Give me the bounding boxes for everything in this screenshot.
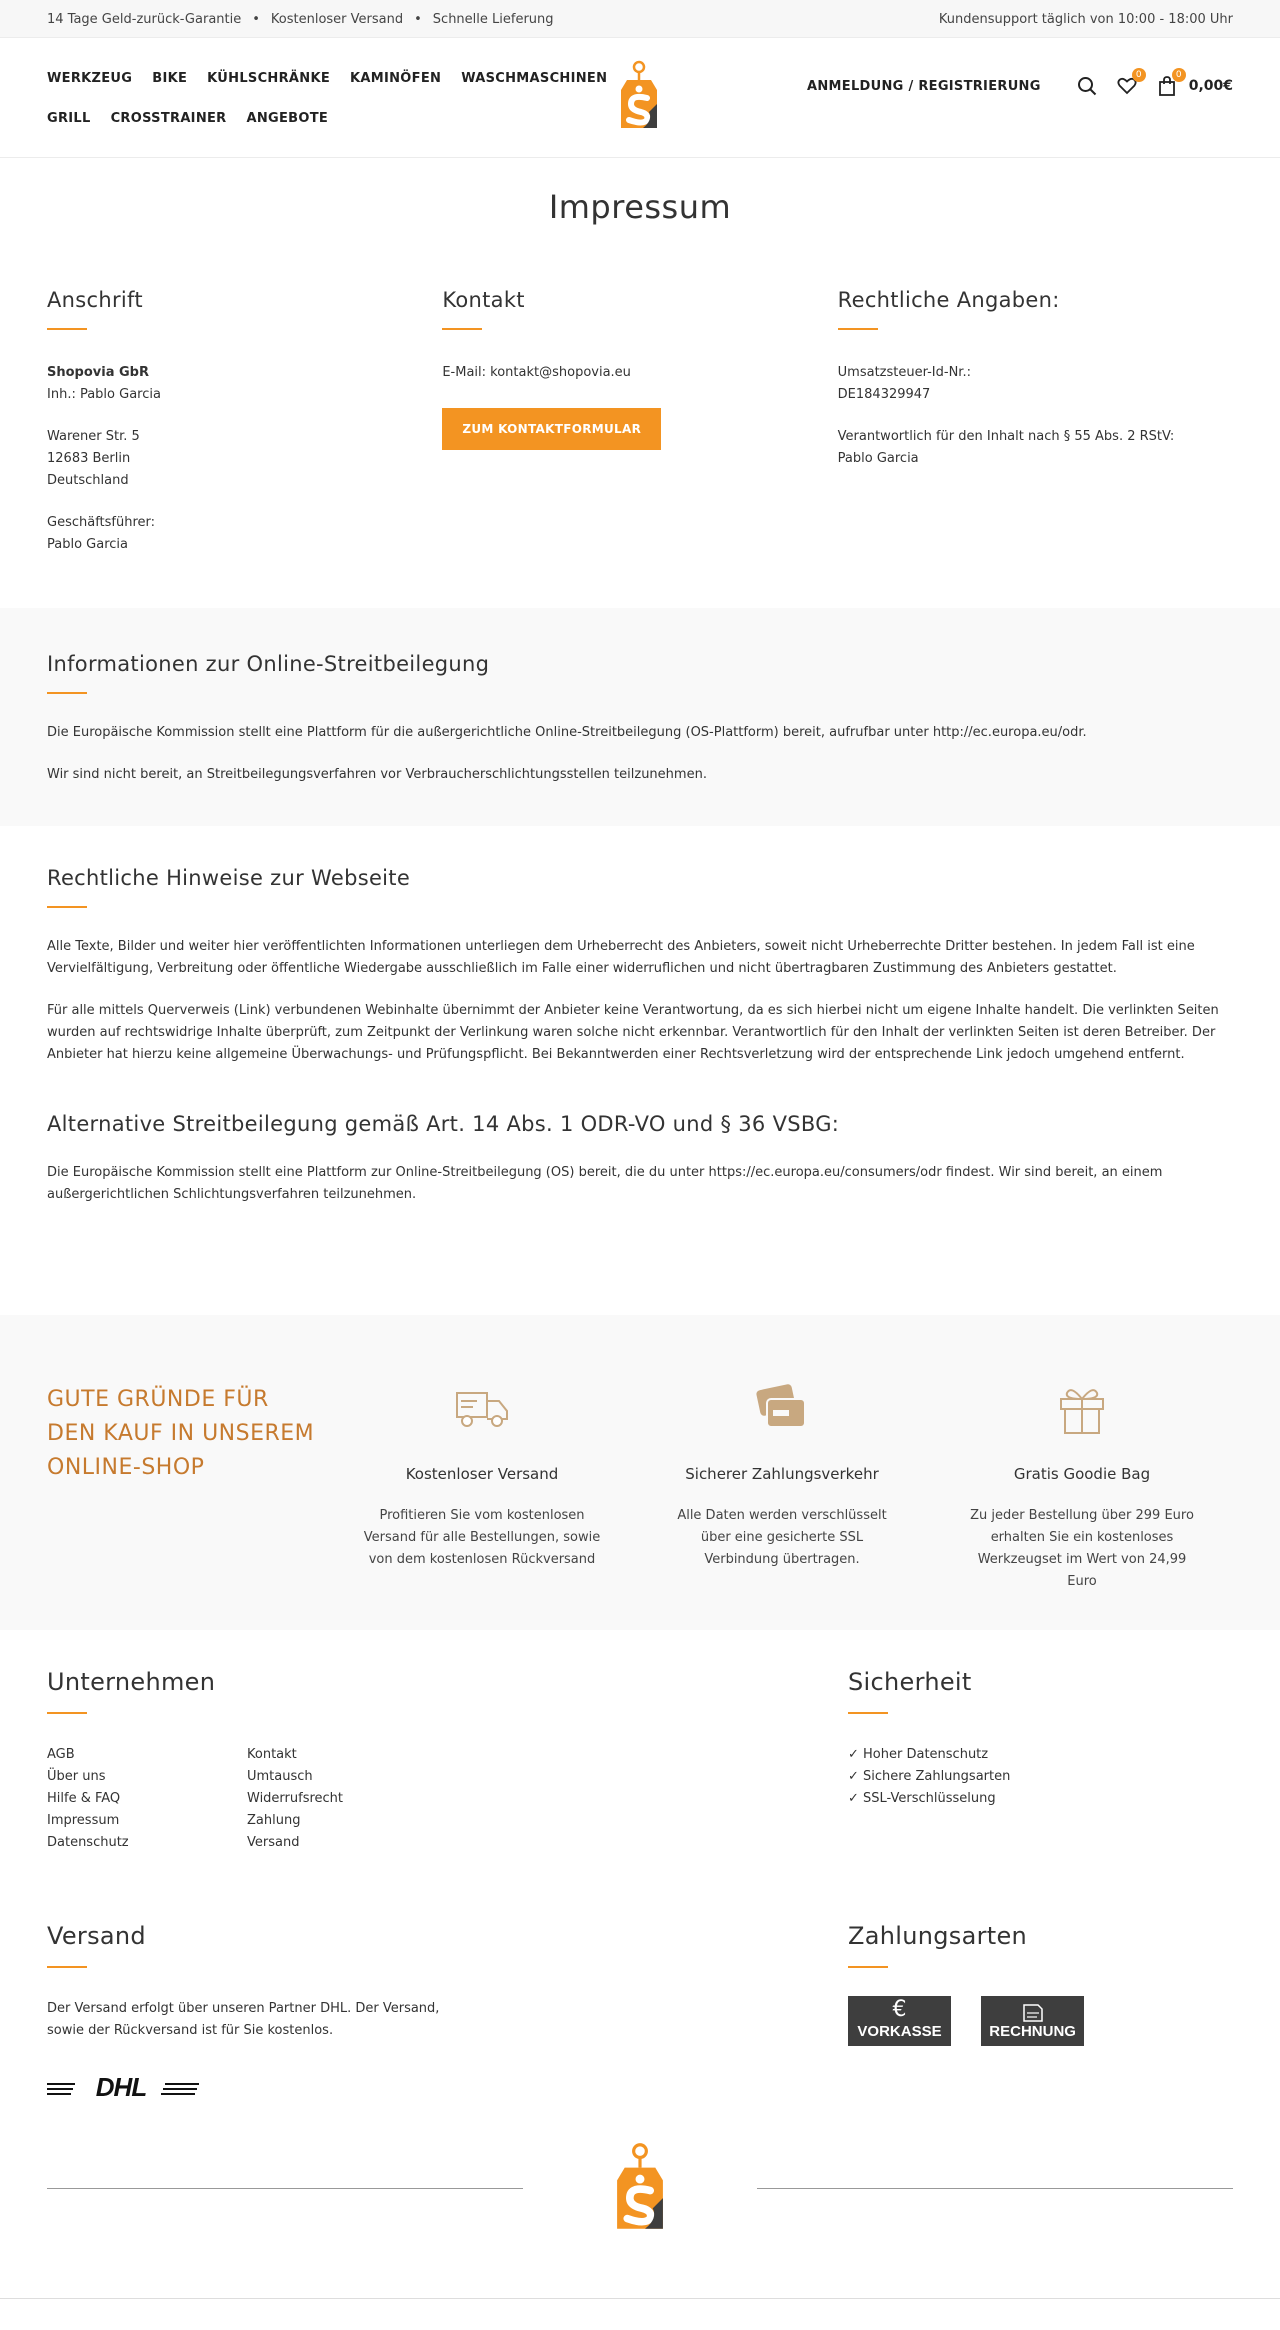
anschrift-heading: Anschrift xyxy=(47,288,143,312)
payment-rechnung: RECHNUNG xyxy=(981,1996,1084,2046)
gf-label: Geschäftsführer: xyxy=(47,515,156,530)
feature-secure-payment xyxy=(662,1379,902,1571)
alternative-heading: Alternative Streitbeilegung gemäß Art. 14 Abs. 1 ODR-VO und § 36 VSBG: xyxy=(47,1112,840,1136)
footer-logo[interactable] xyxy=(612,2138,668,2238)
usp-free-shipping: Kostenloser Versand xyxy=(270,11,404,27)
heading-underline xyxy=(47,328,87,330)
footer-link-versand[interactable]: Versand xyxy=(247,1835,300,1850)
nav-waschmaschinen[interactable]: WASCHMASCHINEN xyxy=(461,70,608,86)
hinweise-paragraph-1: Alle Texte, Bilder und weiter hier veröffentlichten Informationen unterliegen dem Urheberrecht des Anbieters, soweit nicht Urheberrechte Dritter bestehen. In jedem Fall ist eine Vervielfältigung, Verbreitung oder öffentliche Wiedergabe ausschließlich im Falle einer widerruflichen und nicht übertragbaren Zustimmung des Anbieters gestattet. xyxy=(47,939,1195,976)
shop-logo[interactable] xyxy=(617,60,661,132)
footer-link-agb[interactable]: AGB xyxy=(47,1747,75,1762)
hinweise-heading: Rechtliche Hinweise zur Webseite xyxy=(47,866,411,890)
info-paragraph-1: Die Europäische Kommission stellt eine Plattform für die außergerichtliche Online-Streitbeilegung (OS-Plattform) bereit, aufrufbar unter http://ec.europa.eu/odr. xyxy=(47,725,1087,740)
nav-werkzeug[interactable]: WERKZEUG xyxy=(47,70,133,86)
anschrift-column xyxy=(47,288,442,608)
footer-divider-left xyxy=(47,2188,523,2189)
dhl-logo-text: DHL xyxy=(95,2074,147,2100)
usp-fast-delivery: Schnelle Lieferung xyxy=(432,11,554,27)
heading-underline xyxy=(838,328,878,330)
cart-count-badge: 0 xyxy=(1172,68,1186,82)
footer-sicherheit xyxy=(848,1668,1010,1810)
reasons-heading: GUTE GRÜNDE FÜR DEN KAUF IN UNSEREM ONLINE-SHOP xyxy=(47,1387,315,1480)
rechtlich-heading: Rechtliche Angaben: xyxy=(837,288,1060,312)
heading-underline xyxy=(442,328,482,330)
wishlist-count-badge: 0 xyxy=(1132,68,1146,82)
page-bottom-border xyxy=(0,2298,1280,2299)
alternative-paragraph: Die Europäische Kommission stellt eine Plattform zur Online-Streitbeilegung (OS) bereit, die du unter https://ec.europa.eu/consumers/odr findest. Wir sind bereit, an einem außergerichtlichen Schlichtungsverfahren teilzunehmen. xyxy=(47,1165,1163,1202)
ust-value: DE184329947 xyxy=(837,387,931,402)
search-icon[interactable] xyxy=(1075,74,1099,98)
heading-underline xyxy=(47,692,87,694)
feature-description: Profitieren Sie vom kostenlosen Versand für alle Bestellungen, sowie von dem kostenlosen Rückversand xyxy=(363,1508,601,1567)
heading-underline xyxy=(47,1712,87,1714)
sicherheit-heading: Sicherheit xyxy=(848,1668,972,1696)
versand-text: Der Versand erfolgt über unseren Partner DHL. Der Versand, sowie der Rückversand ist für Sie kostenlos. xyxy=(47,2001,440,2038)
wishlist-button[interactable] xyxy=(1115,70,1142,98)
cart-button[interactable] xyxy=(1155,70,1182,98)
cart-total[interactable]: 0,00€ xyxy=(1188,78,1233,94)
reasons-section xyxy=(0,1315,1280,1630)
city: 12683 Berlin xyxy=(47,451,131,466)
nav-crosstrainer[interactable]: CROSSTRAINER xyxy=(110,110,227,126)
usp-list: 14 Tage Geld-zurück-Garantie • Kostenloser Versand • Schnelle Lieferung xyxy=(47,11,554,27)
security-item: ✓ Hoher Datenschutz xyxy=(848,1747,989,1762)
alternative-dispute-section xyxy=(47,1104,1233,1315)
kontakt-heading: Kontakt xyxy=(442,288,525,312)
footer-link-zahlung[interactable]: Zahlung xyxy=(247,1813,301,1828)
nav-angebote[interactable]: ANGEBOTE xyxy=(246,110,329,126)
euro-icon: € xyxy=(892,1997,907,2022)
heading-underline xyxy=(848,1712,888,1714)
heading-underline xyxy=(47,906,87,908)
nav-kuehlschraenke[interactable]: KÜHLSCHRÄNKE xyxy=(207,70,331,86)
payment-vorkasse: € VORKASSE xyxy=(848,1996,951,2046)
site-header xyxy=(0,38,1280,158)
footer-link-widerrufsrecht[interactable]: Widerrufsrecht xyxy=(247,1791,344,1806)
zahlungsarten-heading: Zahlungsarten xyxy=(848,1922,1028,1950)
truck-icon xyxy=(455,1389,509,1429)
ust-label: Umsatzsteuer-Id-Nr.: xyxy=(837,365,971,380)
feature-title: Sicherer Zahlungsverkehr xyxy=(685,1465,879,1483)
footer-versand xyxy=(47,1922,447,2104)
security-item: ✓ SSL-Verschlüsselung xyxy=(848,1791,996,1806)
verantwortlich-name: Pablo Garcia xyxy=(837,451,919,466)
info-heading: Informationen zur Online-Streitbeilegung xyxy=(47,652,490,676)
top-bar xyxy=(0,0,1280,38)
hinweise-paragraph-2: Für alle mittels Querverweis (Link) verbundenen Webinhalte übernimmt der Anbieter keine Verantwortung, da es sich hierbei nicht um eigene Inhalte handelt. Die verlinkten Seiten wurden auf rechtswidrige Inhalte überprüft, zum Zeitpunkt der Verlinkung waren solche nicht erkennbar. Verantwortlich für den Inhalt der verlinkten Seiten ist deren Betreiber. Der Anbieter hat hierzu keine allgemeine Überwachungs- und Prüfungspflicht. Bei Bekanntwerden einer Rechtsverletzung wird der entsprechende Link jedoch umgehend entfernt. xyxy=(47,1003,1219,1062)
unternehmen-heading: Unternehmen xyxy=(47,1668,216,1696)
usp-guarantee: 14 Tage Geld-zurück-Garantie xyxy=(47,11,242,27)
feature-title: Kostenloser Versand xyxy=(405,1465,559,1483)
credit-card-icon xyxy=(755,1383,809,1435)
country: Deutschland xyxy=(47,473,129,488)
feature-title: Gratis Goodie Bag xyxy=(1013,1465,1151,1483)
online-dispute-section xyxy=(0,608,1280,826)
footer-unternehmen xyxy=(47,1668,447,1854)
footer-link-hilfe-faq[interactable]: Hilfe & FAQ xyxy=(47,1791,121,1806)
company-owner: Inh.: Pablo Garcia xyxy=(47,387,161,402)
feature-free-shipping xyxy=(362,1379,602,1571)
feature-description: Zu jeder Bestellung über 299 Euro erhalten Sie ein kostenloses Werkzeugset im Wert von 24,99 Euro xyxy=(970,1508,1194,1589)
nav-bike[interactable]: BIKE xyxy=(152,70,188,86)
heading-underline xyxy=(47,1966,87,1968)
kontakt-column xyxy=(442,288,837,608)
feature-description: Alle Daten werden verschlüsselt über eine gesicherte SSL Verbindung übertragen. xyxy=(677,1508,887,1567)
footer-link-kontakt[interactable]: Kontakt xyxy=(247,1747,297,1762)
header-actions xyxy=(806,70,1233,98)
dhl-logo xyxy=(47,2074,199,2100)
footer-link-ueber-uns[interactable]: Über uns xyxy=(47,1769,106,1784)
contact-form-button[interactable]: ZUM KONTAKTFORMULAR xyxy=(442,408,661,450)
login-register-link[interactable]: ANMELDUNG / REGISTRIERUNG xyxy=(806,78,1041,94)
footer-link-datenschutz[interactable]: Datenschutz xyxy=(47,1835,129,1850)
street: Warener Str. 5 xyxy=(47,429,140,444)
footer-divider-right xyxy=(757,2188,1233,2189)
contact-email[interactable]: E-Mail: kontakt@shopovia.eu xyxy=(442,365,631,380)
versand-heading: Versand xyxy=(47,1922,146,1950)
heading-underline xyxy=(848,1966,888,1968)
footer-link-umtausch[interactable]: Umtausch xyxy=(247,1769,313,1784)
support-hours: Kundensupport täglich von 10:00 - 18:00 Uhr xyxy=(938,11,1233,27)
main-nav xyxy=(47,58,607,138)
footer-zahlungsarten xyxy=(848,1922,1110,2046)
info-paragraph-2: Wir sind nicht bereit, an Streitbeilegungsverfahren vor Verbraucherschlichtungsstellen teilzunehmen. xyxy=(47,767,707,782)
rechtlich-column xyxy=(838,288,1233,608)
page-title: Impressum xyxy=(548,188,732,226)
feature-goodie-bag xyxy=(962,1379,1202,1593)
impressum-details xyxy=(47,288,1233,608)
invoice-icon xyxy=(1021,2004,1045,2022)
gift-icon xyxy=(1057,1383,1107,1435)
legal-notes-section xyxy=(47,826,1233,1104)
footer-link-impressum[interactable]: Impressum xyxy=(47,1813,120,1828)
security-item: ✓ Sichere Zahlungsarten xyxy=(848,1769,1011,1784)
verantwortlich-label: Verantwortlich für den Inhalt nach § 55 Abs. 2 RStV: xyxy=(837,429,1175,444)
nav-kaminoefen[interactable]: KAMINÖFEN xyxy=(350,70,442,86)
company-name: Shopovia GbR xyxy=(47,365,150,380)
nav-grill[interactable]: GRILL xyxy=(47,110,91,126)
gf-name: Pablo Garcia xyxy=(47,537,128,552)
